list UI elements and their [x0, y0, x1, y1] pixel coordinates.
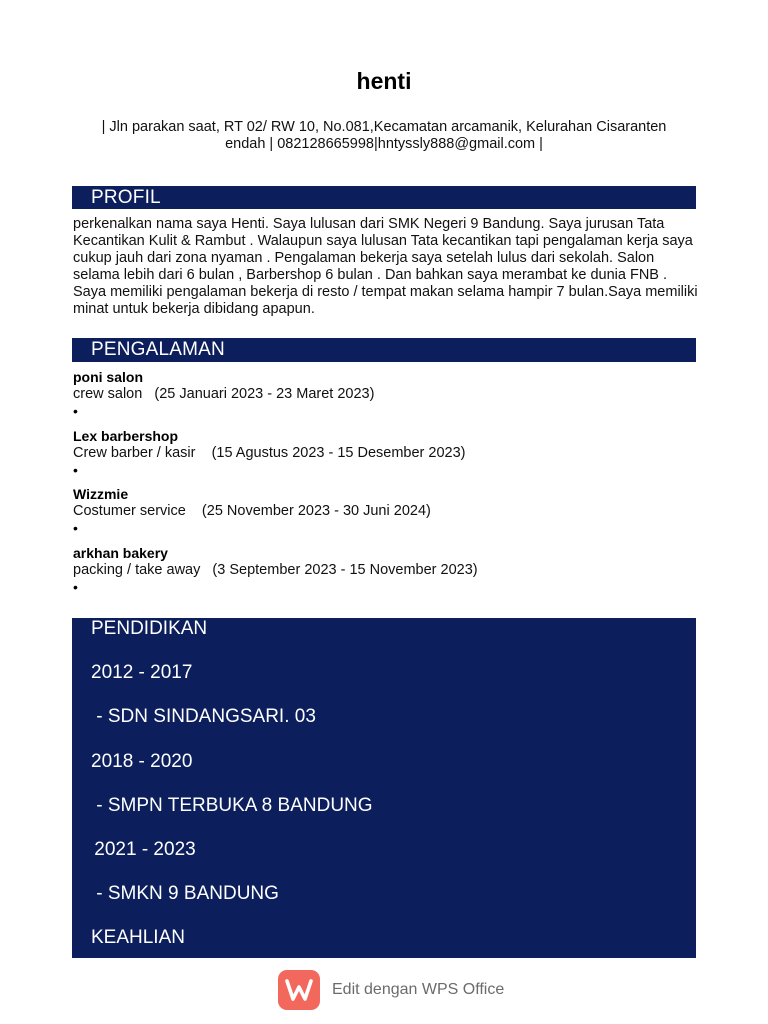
experience-company: arkhan bakery	[73, 545, 168, 561]
experience-item	[73, 486, 693, 537]
experience-company: Wizzmie	[73, 486, 129, 502]
wps-edit-banner[interactable]	[0, 968, 768, 1012]
pengalaman-title: PENGALAMAN	[91, 339, 225, 360]
education-school: - SMKN 9 BANDUNG	[91, 883, 279, 904]
profil-title: PROFIL	[91, 187, 161, 208]
experience-bullet: •	[73, 462, 78, 478]
education-period: 2012 - 2017	[91, 662, 193, 683]
experience-item	[73, 545, 693, 596]
wps-edit-link[interactable]: Edit dengan WPS Office	[332, 981, 505, 998]
education-period: 2018 - 2020	[91, 751, 193, 772]
education-period: 2021 - 2023	[89, 839, 196, 860]
resume-name: henti	[356, 68, 412, 94]
wps-office-logo-icon	[278, 970, 320, 1010]
experience-role: Crew barber / kasir (15 Agustus 2023 - 15 Desember 2023)	[73, 445, 466, 461]
experience-role: crew salon (25 Januari 2023 - 23 Maret 2023)	[73, 386, 375, 402]
pendidikan-section	[72, 618, 696, 958]
experience-bullet: •	[73, 403, 78, 419]
education-school: - SDN SINDANGSARI. 03	[91, 706, 316, 727]
experience-item	[73, 369, 693, 420]
contact-info	[80, 119, 688, 153]
keahlian-title: KEAHLIAN	[91, 927, 185, 948]
experience-bullet: •	[73, 520, 78, 536]
contact-line-phone-email: endah | 082128665998|hntyssly888@gmail.com |	[225, 136, 543, 152]
contact-line-address: | Jln parakan saat, RT 02/ RW 10, No.081,Kecamatan arcamanik, Kelurahan Cisaranten	[101, 119, 667, 135]
pendidikan-title: PENDIDIKAN	[91, 618, 208, 639]
education-school: - SMPN TERBUKA 8 BANDUNG	[91, 795, 373, 816]
pengalaman-section-header	[72, 338, 696, 362]
experience-bullet: •	[73, 579, 78, 595]
experience-item	[73, 428, 693, 479]
experience-company: Lex barbershop	[73, 428, 179, 444]
experience-role: packing / take away (3 September 2023 - 15 November 2023)	[73, 562, 478, 578]
profil-text: perkenalkan nama saya Henti. Saya lulusan dari SMK Negeri 9 Bandung. Saya jurusan Tata Kecantikan Kulit & Rambut . Walaupun saya lulusan Tata kecantikan tapi pengalaman kerja saya cukup jauh dari zona nyaman . Pengalaman bekerja saya setelah lulus dari sekolah. Salon selama lebih dari 6 bulan , Barbershop 6 bulan . Dan bahkan saya merambat ke dunia FNB . Saya memiliki pengalaman bekerja di resto / tempat makan selama hampir 7 bulan.Saya memiliki minat untuk bekerja dibidang apapun.	[73, 216, 698, 317]
experience-company: poni salon	[73, 369, 143, 385]
experience-role: Costumer service (25 November 2023 - 30 Juni 2024)	[73, 503, 431, 519]
profil-section-header	[72, 186, 696, 209]
